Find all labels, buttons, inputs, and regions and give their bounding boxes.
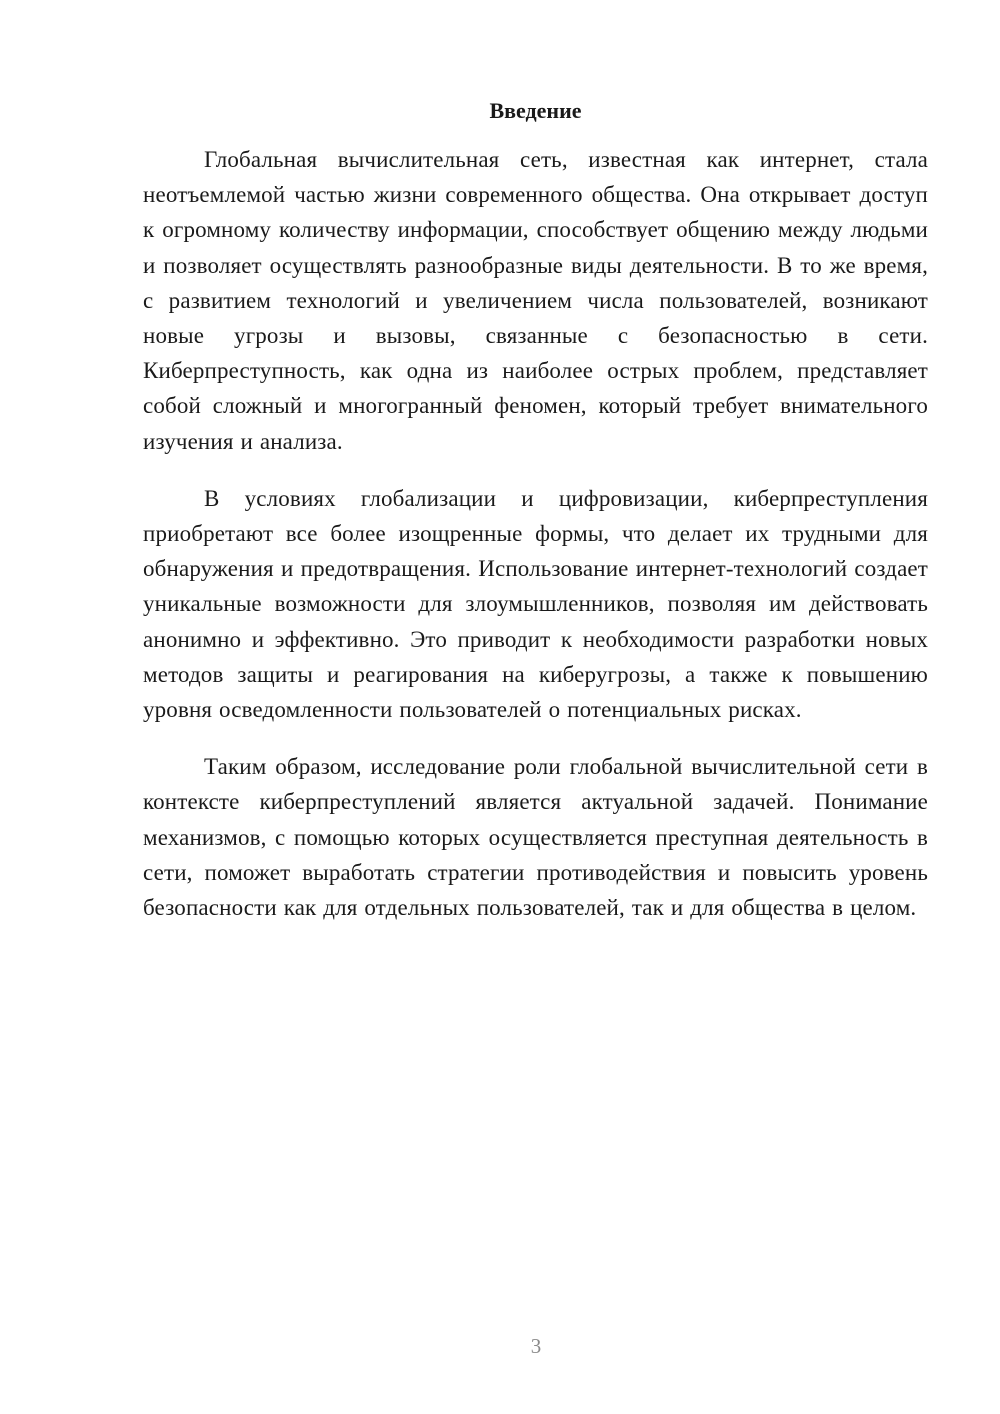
paragraph-1: Глобальная вычислительная сеть, известная как интернет, стала неотъемлемой частью жизни современного общества. Она открывает доступ к огромному количеству информации, способствует общению между людьми и позволяет осуществлять разнообразные виды деятельности. В то же время, с развитием технологий и увеличением числа пользователей, возникают новые угрозы и вызовы, связанные с безопасностью в сети. Киберпреступность, как одна из наиболее острых проблем, представляет собой сложный и многогранный феномен, который требует внимательного изучения и анализа.: [143, 147, 928, 454]
paragraph-3: Таким образом, исследование роли глобальной вычислительной сети в контексте киберпреступлений является актуальной задачей. Понимание механизмов, с помощью которых осуществляется преступная деятельность в сети, поможет выработать стратегии противодействия и повысить уровень безопасности как для отдельных пользователей, так и для общества в целом.: [143, 754, 928, 921]
page-content: [143, 94, 928, 925]
page-number: 3: [530, 1334, 542, 1358]
paragraph-2: В условиях глобализации и цифровизации, киберпреступления приобретают все более изощренные формы, что делает их трудными для обнаружения и предотвращения. Использование интернет-технологий создает уникальные возможности для злоумышленников, позволяя им действовать анонимно и эффективно. Это приводит к необходимости разработки новых методов защиты и реагирования на киберугрозы, а также к повышению уровня осведомленности пользователей о потенциальных рисках.: [143, 485, 928, 723]
section-title: Введение: [489, 98, 582, 123]
